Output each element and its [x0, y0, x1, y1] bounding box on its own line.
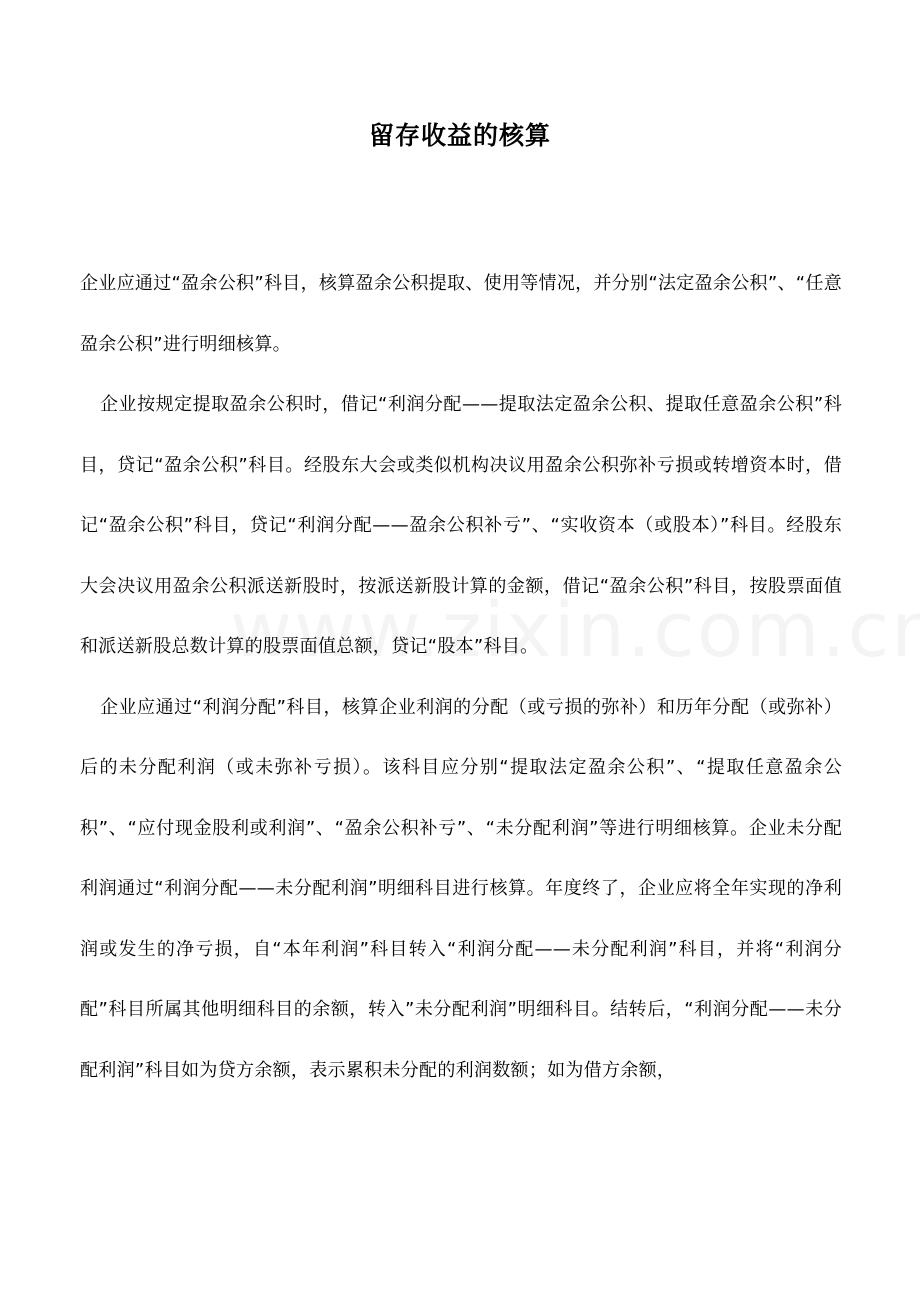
paragraph-reserve-entries: 企业按规定提取盈余公积时，借记“利润分配——提取法定盈余公积、提取任意盈余公积”科目，贷记“盈余公积”科目。经股东大会或类似机构决议用盈余公积弥补亏损或转增资本时，借记“盈余公积”科目，贷记“利润分配——盈余公积补亏”、“实收资本（或股本）”科目。经股东大会决议用盈余公积派送新股时，按派送新股计算的金额，借记“盈余公积”科目，按股票面值和派送新股总数计算的股票面值总额，贷记“股本”科目。: [80, 394, 842, 657]
document-body: [80, 254, 842, 1101]
paragraph-surplus-reserve: 企业应通过“盈余公积”科目，核算盈余公积提取、使用等情况，并分别“法定盈余公积”、“任意盈余公积”进行明细核算。: [80, 273, 842, 355]
paragraph-profit-distribution: 企业应通过“利润分配”科目，核算企业利润的分配（或亏损的弥补）和历年分配（或弥补）后的未分配利润（或未弥补亏损）。该科目应分别“提取法定盈余公积”、“提取任意盈余公积”、“应付现金股利或利润”、“盈余公积补亏”、“未分配利润”等进行明细核算。企业未分配利润通过“利润分配——未分配利润”明细科目进行核算。年度终了，企业应将全年实现的净利润或发生的净亏损，自“本年利润”科目转入“利润分配——未分配利润”科目，并将“利润分配”科目所属其他明细科目的余额，转入”未分配利润”明细科目。结转后，“利润分配——未分配利润”科目如为贷方余额，表示累积未分配的利润数额；如为借方余额，: [80, 696, 842, 1081]
page-title: 留存收益的核算: [368, 121, 551, 150]
